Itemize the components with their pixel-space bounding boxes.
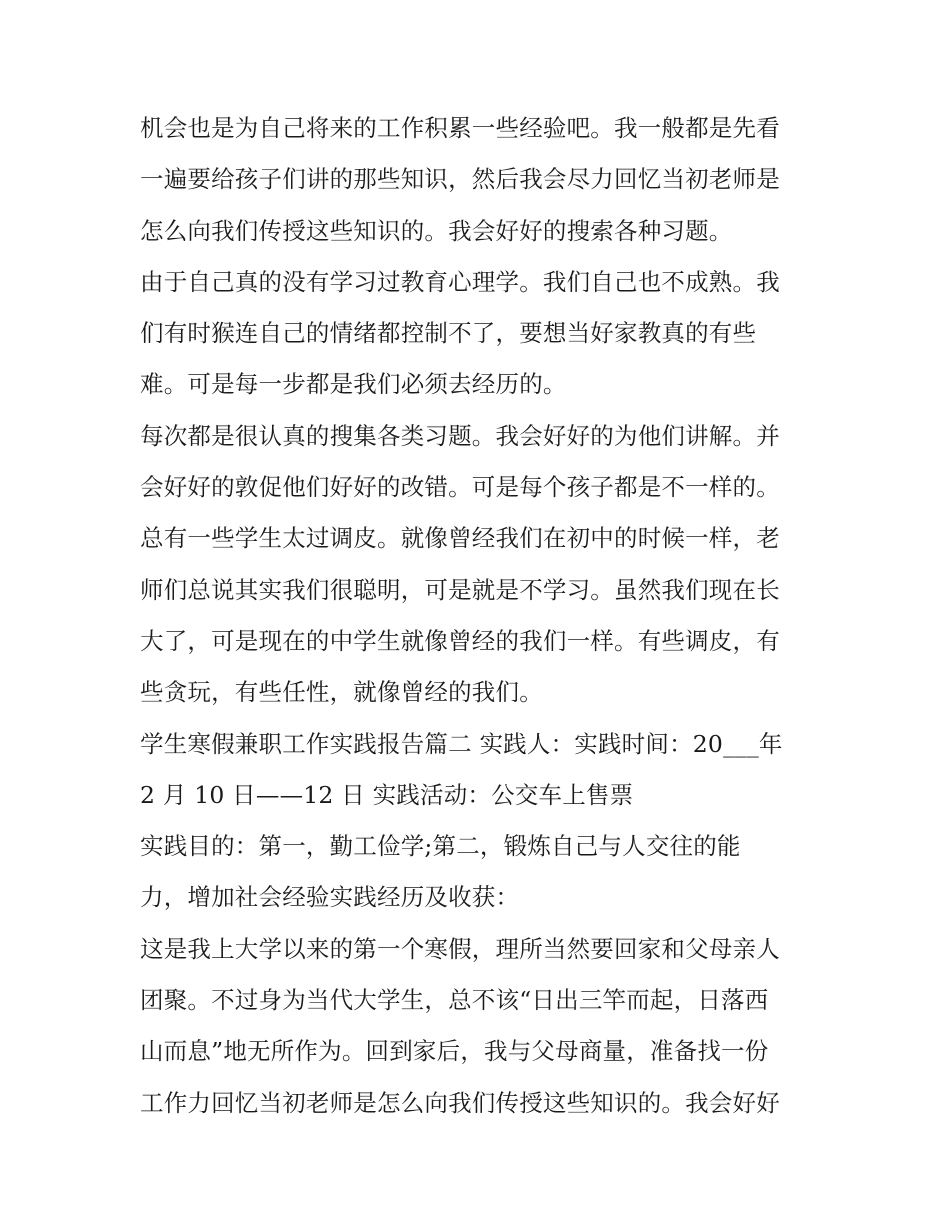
text-line: 师们总说其实我们很聪明，可是就是不学习。虽然我们现在长 [140,575,780,604]
text-line: 每次都是很认真的搜集各类习题。我会好好的为他们讲解。并 [140,421,780,450]
text-line: 2 月 10 日——12 日 实践活动：公交车上售票 [140,780,634,809]
text-line: 工作力回忆当初老师是怎么向我们传授这些知识的。我会好好 [140,1088,780,1117]
text-line: 团聚。不过身为当代大学生，总不该“日出三竿而起，日落西 [140,986,769,1015]
text-line: 力，增加社会经验实践经历及收获： [140,883,520,912]
text-line: 实践目的：第一，勤工俭学;第二，锻炼自己与人交往的能 [140,832,741,861]
text-line: 大了，可是现在的中学生就像曾经的我们一样。有些调皮，有 [140,626,780,655]
text-line: 会好好的敦促他们好好的改错。可是每个孩子都是不一样的。 [140,473,780,502]
text-line: 这是我上大学以来的第一个寒假，理所当然要回家和父母亲人 [140,934,780,963]
text-line: 们有时猴连自己的情绪都控制不了，要想当好家教真的有些 [140,319,757,348]
text-line: 难。可是每一步都是我们必须去经历的。 [140,370,567,399]
text-line: 山而息”地无所作为。回到家后，我与父母商量，准备找一份 [140,1037,769,1066]
text-line: 总有一些学生太过调皮。就像曾经我们在初中的时候一样，老 [140,524,780,553]
text-line: 机会也是为自己将来的工作积累一些经验吧。我一般都是先看 [140,114,780,142]
text-line: 些贪玩，有些任性，就像曾经的我们。 [140,678,543,707]
text-line: 怎么向我们传授这些知识的。我会好好的搜索各种习题。 [140,216,733,245]
text-line: 学生寒假兼职工作实践报告篇二 实践人：实践时间：20___年 [140,729,783,758]
document-body [140,103,830,1129]
text-line: 由于自己真的没有学习过教育心理学。我们自己也不成熟。我 [140,267,780,296]
text-line: 一遍要给孩子们讲的那些知识，然后我会尽力回忆当初老师是 [140,165,780,194]
